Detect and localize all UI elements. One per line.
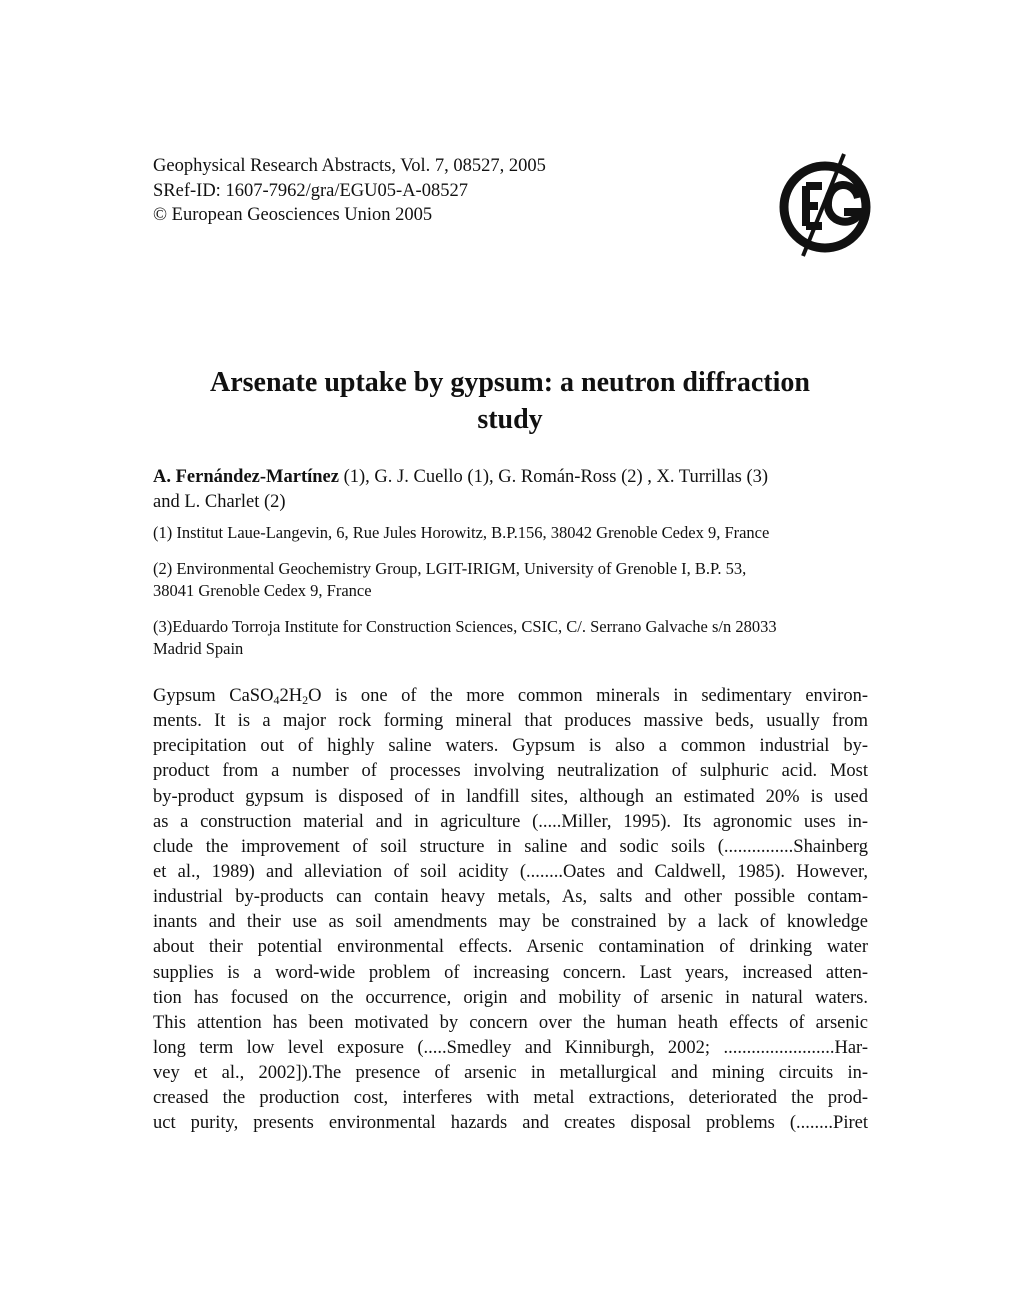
abstract-line: clude the improvement of soil structure in saline and sodic soils (...............Shainberg [153,836,868,857]
abstract-body [153,684,868,1137]
title-line: Arsenate uptake by gypsum: a neutron diffraction [210,367,810,398]
abstract-line: vey et al., 2002]).The presence of arsenic in metallurgical and mining circuits in- [153,1063,868,1084]
abstract-line: by-product gypsum is disposed of in landfill sites, although an estimated 20% is used [153,786,868,807]
affiliation-text: 38041 Grenoble Cedex 9, France [153,581,372,600]
co-authors: (1), G. J. Cuello (1), G. Román-Ross (2) , X. Turrillas (3) [338,467,769,487]
first-author: A. Fernández-Martínez [153,467,339,487]
title-line: study [477,404,543,435]
abstract-text: O is one of the more common minerals in sedimentary environ- [308,686,869,706]
abstract-line: inants and their use as soil amendments may be constrained by a lack of knowledge [153,912,868,933]
affiliation-1 [153,522,868,544]
abstract-line: about their potential environmental effects. Arsenic contamination of drinking water [153,937,868,958]
abstract-line: as a construction material and in agriculture (.....Miller, 1995). Its agronomic uses in- [153,811,868,832]
egu-logo-icon [770,150,880,260]
affiliation-text: Madrid Spain [153,639,244,658]
abstract-line: supplies is a word-wide problem of increasing concern. Last years, increased atten- [153,962,868,983]
abstract-line: This attention has been motivated by concern over the human heath effects of arsenic [153,1012,868,1033]
journal-header [153,154,546,228]
abstract-line: tion has focused on the occurrence, origin and mobility of arsenic in natural waters. [153,987,868,1008]
affiliation-text: (1) Institut Laue-Langevin, 6, Rue Jules Horowitz, B.P.156, 38042 Grenoble Cedex 9, France [153,523,770,542]
abstract-line: creased the production cost, interferes with metal extractions, deteriorated the prod- [153,1088,868,1109]
affiliation-text: (2) Environmental Geochemistry Group, LGIT-IRIGM, University of Grenoble I, B.P. 53, [153,559,747,578]
affiliation-2 [153,558,868,602]
paper-title [120,364,900,438]
sref-id: SRef-ID: 1607-7962/gra/EGU05-A-08527 [153,180,468,201]
abstract-line: industrial by-products can contain heavy metals, As, salts and other possible contam- [153,887,868,908]
affiliation-text: (3)Eduardo Torroja Institute for Construction Sciences, CSIC, C/. Serrano Galvache s/n 28033 [153,617,777,636]
abstract-line [153,684,868,709]
abstract-line: ments. It is a major rock forming mineral that produces massive beds, usually from [153,711,868,732]
copyright-notice: © European Geosciences Union 2005 [153,205,433,225]
abstract-line: precipitation out of highly saline waters. Gypsum is also a common industrial by- [153,736,868,757]
abstract-line: uct purity, presents environmental hazards and creates disposal problems (........Piret [153,1113,868,1134]
subscript: 2 [302,693,309,707]
abstract-line: long term low level exposure (.....Smedley and Kinniburgh, 2002; ........................Har- [153,1037,868,1058]
abstract-line: product from a number of processes involving neutralization of sulphuric acid. Most [153,761,868,782]
abstract-line: et al., 1989) and alleviation of soil acidity (........Oates and Caldwell, 1985). However, [153,861,868,882]
subscript: 4 [273,693,280,707]
abstract-text: Gypsum CaSO [153,686,274,706]
affiliation-3 [153,616,868,660]
author-line [153,465,868,490]
abstract-text: 2H [279,686,303,706]
author-line: and L. Charlet (2) [153,491,286,512]
journal-citation: Geophysical Research Abstracts, Vol. 7, 08527, 2005 [153,156,546,176]
author-list [153,465,868,514]
